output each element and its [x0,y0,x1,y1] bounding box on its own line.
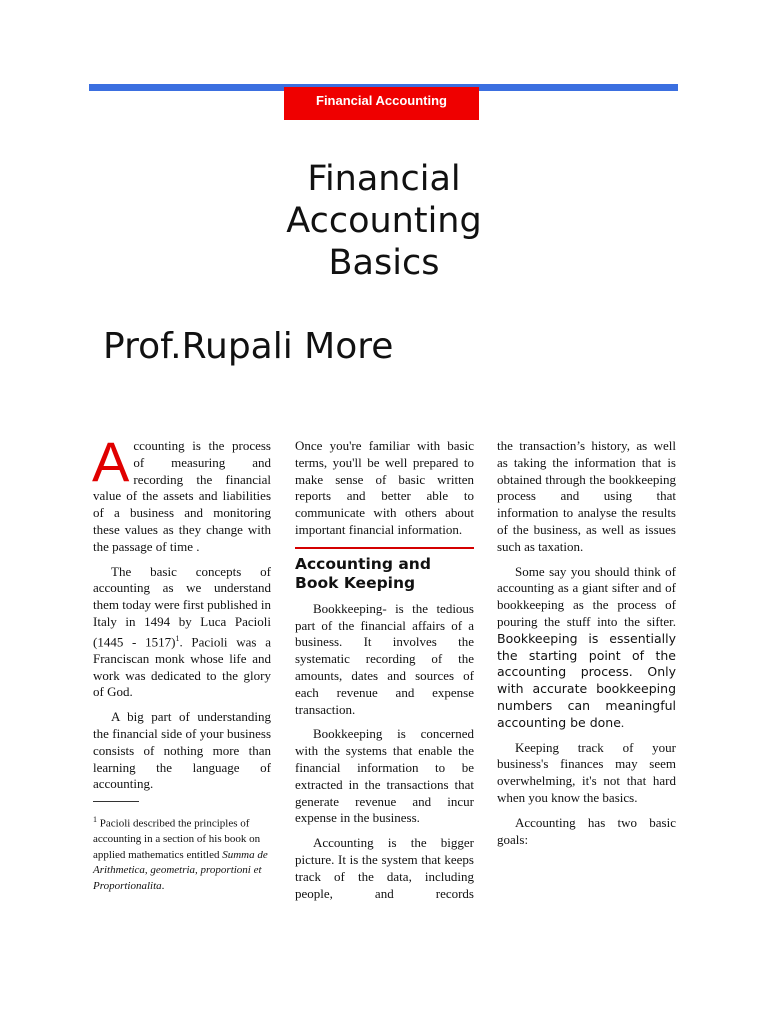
paragraph-finances: Keeping track of your business's finances may seem overwhelming, it's not that hard when you know the basics. [497,739,676,805]
footnote-text: Pacioli described the principles of accounting in a section of his book on applied mathematics entitled [93,817,261,861]
sifter-text-sans: Bookkeeping is essentially the starting point of the accounting process. Only with accurate bookkeeping numbers can meaningful accounting be done [497,630,676,730]
paragraph-sifter [497,564,676,732]
footnote-number: 1 [93,815,97,825]
sifter-text: Some say you should think of accounting as a giant sifter and of bookkeeping as the process of pouring the stuff into the sifter. [497,563,676,629]
footnote-separator [93,801,139,802]
paragraph-language: A big part of understanding the financial side of your business consists of nothing more than learning the language of accounting. [93,709,271,792]
paragraph-transaction-history: the transaction’s history, as well as taking the information that is obtained through the bookkeeping process and using that information to analyse the results of the business, as well as issues such as taxation. [497,438,676,554]
intro-text: ccounting is the process of measuring and recording the financial value of the assets and liabilities of a business and monitoring these values as they change with the passage of time . [93,438,271,554]
footnote-book-title: Summa de Arithmetica, geometria, proportioni et Proportionalita [93,848,268,892]
title-line-1: Financial [307,159,461,199]
paragraph-history [93,564,271,702]
section-tag: Financial Accounting [284,87,479,120]
footnote-ref[interactable]: 1 [175,633,180,643]
paragraph-bookkeeping: Bookkeeping- is the tedious part of the financial affairs of a business. It involves the systematic recording of the amounts, dates and sources of each revenue and expense transaction. [295,600,474,717]
drop-cap: A [92,430,130,493]
title-line-3: Basics [328,243,440,283]
section-heading: Accounting and Book Keeping [295,554,431,592]
column-2 [295,438,474,910]
paragraph-goals: Accounting has two basic goals: [497,814,676,847]
history-text: The basic concepts of accounting as we understand them today were first published in Italy in 1494 by Luca Pacioli (1445 - 1517) [93,563,271,650]
paragraph-terms: Once you're familiar with basic terms, you'll be well prepared to make sense of basic written reports and better able to communicate with others about important financial information. [295,438,474,537]
title-line-2: Accounting [286,201,482,241]
column-1 [92,430,271,894]
footnote-end: . [161,879,165,892]
author-name: Prof.Rupali More [103,326,394,367]
paragraph-bookkeeping-systems: Bookkeeping is concerned with the systems that enable the financial information to be extracted in the transactions that generate revenue and incur expense in the business. [295,726,474,826]
footnote [93,812,271,894]
column-3 [497,438,676,856]
sifter-text-end: . [620,714,625,730]
paragraph-accounting-picture: Accounting is the bigger picture. It is the system that keeps track of the data, including people, and records [295,835,474,901]
heading-rule [295,547,474,549]
document-title [200,158,568,284]
history-text-after: . Pacioli was a Franciscan monk whose life and work was dedicated to the glory of God. [93,634,271,700]
intro-paragraph [92,430,271,556]
